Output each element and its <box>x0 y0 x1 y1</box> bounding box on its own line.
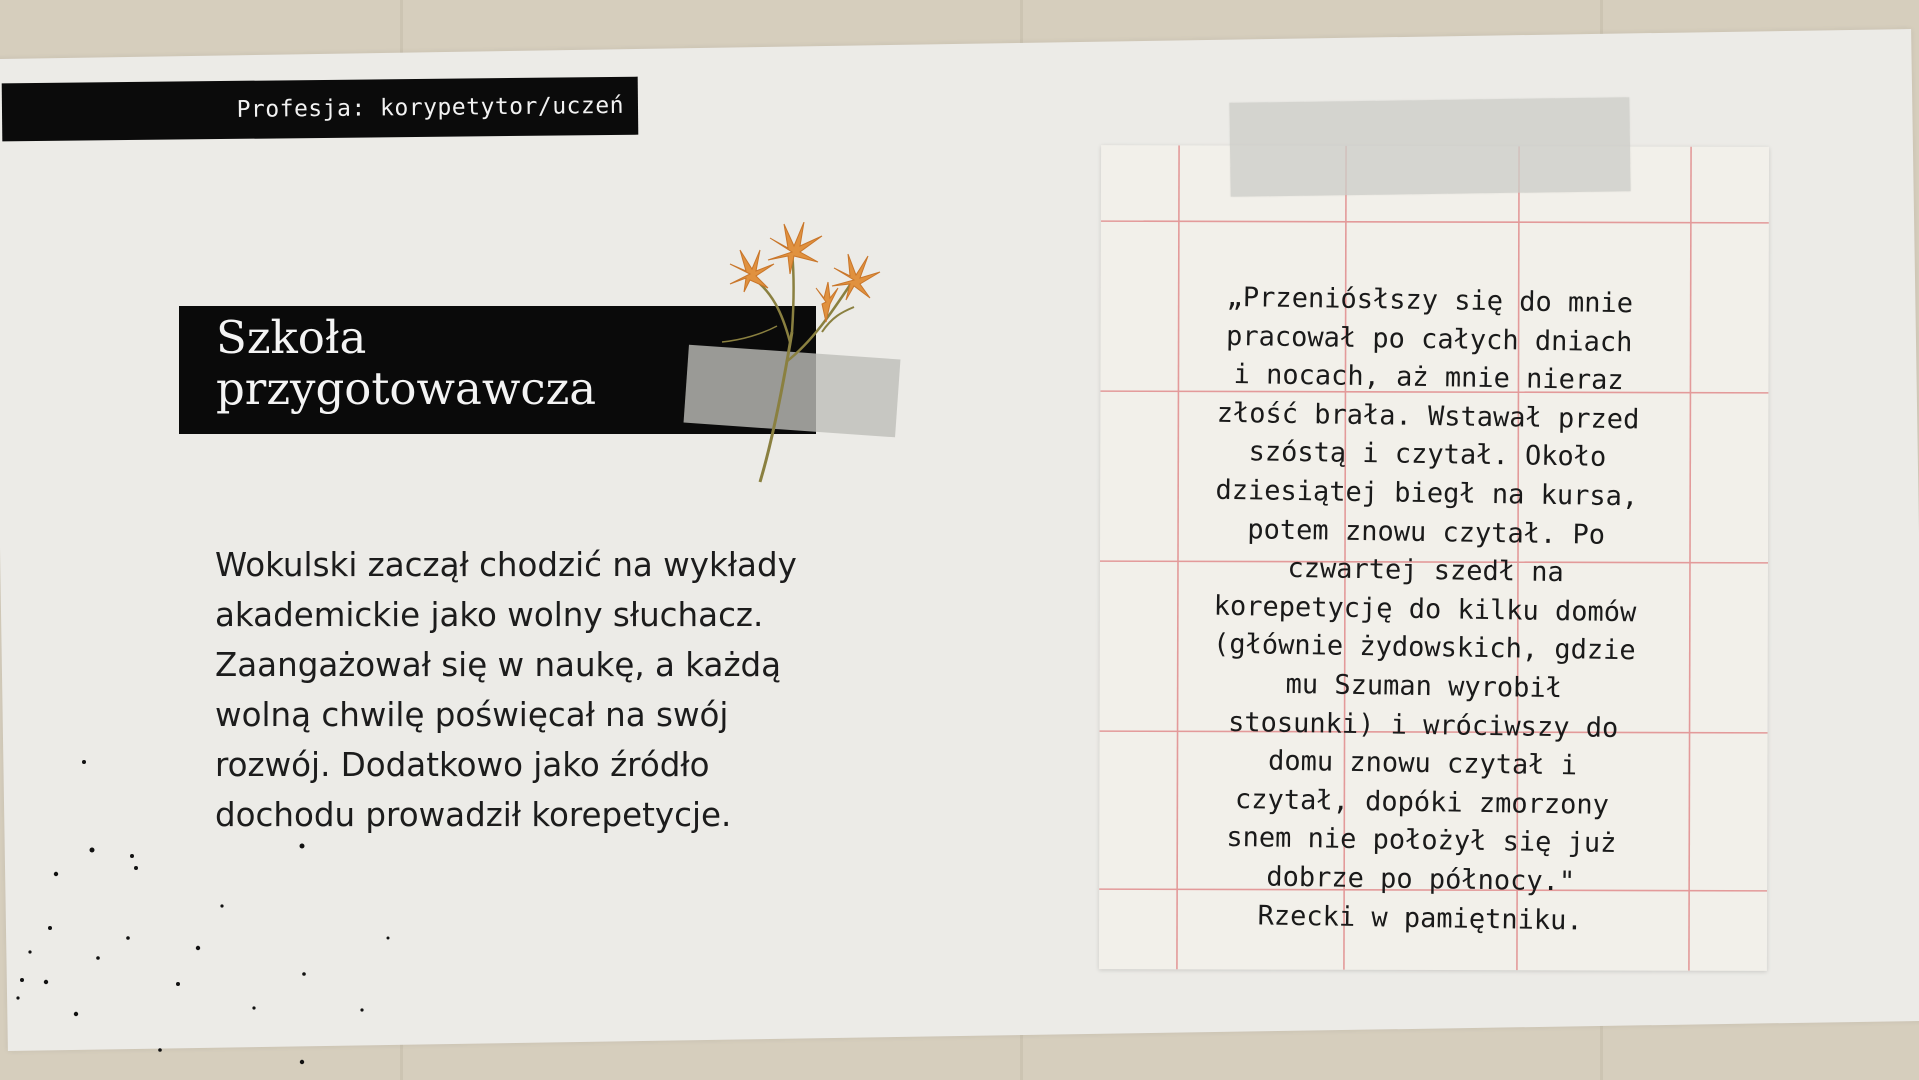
profession-label <box>2 77 639 142</box>
quote-line: „Przeniósłszy się do mnie <box>1226 281 1634 320</box>
quote-line: złość brała. Wstawał przed <box>1216 397 1640 436</box>
quote-line: mu Szuman wyrobił <box>1285 668 1563 705</box>
description-line: Zaangażował się w naukę, a każdą <box>215 646 782 684</box>
quote-line: potem znowu czytał. Po <box>1247 513 1606 551</box>
quote-line: czwartej szedł na <box>1287 552 1565 589</box>
tape-strip <box>1229 97 1630 197</box>
quote-line: snem nie położył się już <box>1226 822 1617 860</box>
quote-line: dziesiątej biegł na kursa, <box>1215 474 1639 513</box>
title-line: Szkoła <box>216 311 367 364</box>
description-line: Wokulski zaczął chodzić na wykłady <box>215 546 797 584</box>
quote-line: i nocach, aż mnie nieraz <box>1233 359 1624 397</box>
quote-attribution: Rzecki w pamiętniku. <box>1257 899 1583 937</box>
quote-line: pracował po całych dniach <box>1225 320 1633 358</box>
speckle-dots-decoration <box>0 740 420 1080</box>
quote-line: czytał, dopóki zmorzony <box>1234 783 1610 821</box>
description-line: rozwój. Dodatkowo jako źródło <box>215 746 710 784</box>
description-line: dochodu prowadził korepetycje. <box>215 796 732 834</box>
description-line: akademickie jako wolny słuchacz. <box>215 596 764 634</box>
description-line: wolną chwilę poświęcał na swój <box>215 696 729 734</box>
quote-line: dobrze po północy." <box>1266 861 1576 898</box>
title-line: przygotowawcza <box>216 362 597 415</box>
dried-flower-image <box>682 222 922 488</box>
quote-line: korepetycję do kilku domów <box>1213 590 1637 629</box>
quote-text <box>1155 278 1695 942</box>
quote-line: stosunki) i wróciwszy do <box>1227 706 1619 744</box>
quote-line: domu znowu czytał i <box>1267 745 1578 782</box>
quote-line: szóstą i czytał. Około <box>1248 436 1607 474</box>
profession-label-text: Profesja: korypetytor/uczeń <box>236 92 625 123</box>
quote-line: (głównie żydowskich, gdzie <box>1212 629 1636 667</box>
